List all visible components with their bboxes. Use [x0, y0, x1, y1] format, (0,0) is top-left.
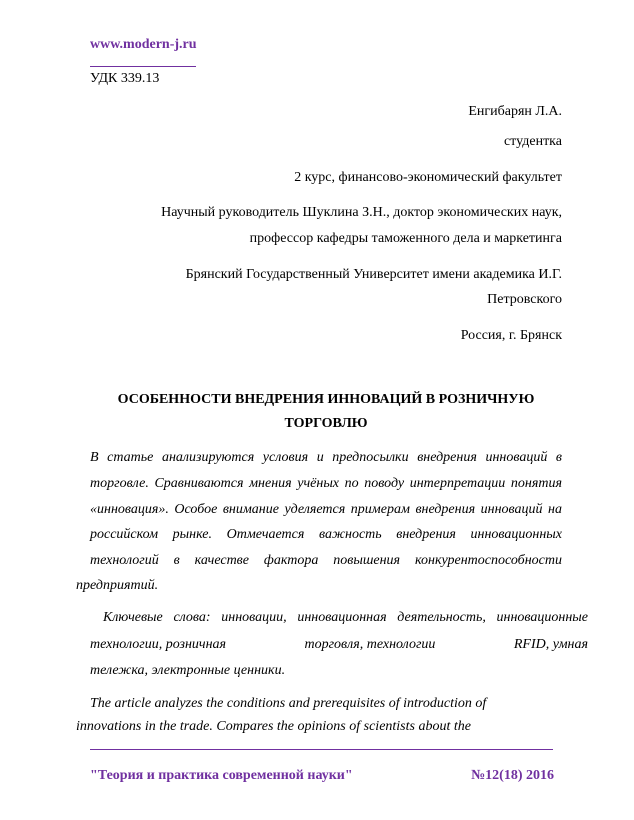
- article-title: [90, 388, 562, 436]
- supervisor-line-1: Научный руководитель Шуклина З.Н., доктор экономических наук,: [161, 205, 562, 220]
- udk-code: УДК 339.13: [90, 71, 160, 86]
- keywords-part: торговля, технологии: [304, 637, 436, 652]
- keywords-line-2: [90, 637, 588, 653]
- author-course: 2 курс, финансово-экономический факультет: [294, 170, 562, 185]
- author-name: Енгибарян Л.А.: [468, 104, 562, 119]
- journal-site-link[interactable]: www.modern-j.ru: [90, 37, 197, 52]
- supervisor-line-2: профессор кафедры таможенного дела и маркетинга: [249, 231, 562, 246]
- author-role: студентка: [503, 134, 562, 149]
- university-line-1: Брянский Государственный Университет имени академика И.Г.: [185, 267, 562, 282]
- title-line-1: ОСОБЕННОСТИ ВНЕДРЕНИЯ ИННОВАЦИЙ В РОЗНИЧНУЮ: [117, 392, 535, 407]
- abstract-en-line: The article analyzes the conditions and prerequisites of introduction of: [90, 696, 487, 711]
- abstract-ru-line: В статье анализируются условия и предпосылки внедрения инноваций в: [90, 450, 562, 465]
- keywords-line-3: тележка, электронные ценники.: [90, 663, 286, 678]
- abstract-ru-line: технологий в качестве фактора повышения конкурентоспособности: [90, 553, 562, 568]
- abstract-ru-line: «инновация». Особое внимание уделяется примерам внедрения инноваций на: [90, 502, 562, 517]
- abstract-ru-line: предприятий.: [76, 578, 159, 593]
- title-line-2: ТОРГОВЛЮ: [284, 416, 368, 431]
- abstract-ru-line: торговле. Сравниваются мнения учёных по поводу интерпретации понятия: [90, 476, 562, 491]
- keywords-part: RFID, умная: [513, 637, 588, 652]
- university-line-2: Петровского: [487, 292, 562, 307]
- author-location: Россия, г. Брянск: [460, 328, 562, 343]
- footer-issue: №12(18) 2016: [471, 768, 554, 783]
- keywords-line-1: Ключевые слова: инновации, инновационная деятельность, инновационные: [103, 610, 588, 625]
- footer-divider: [90, 749, 553, 750]
- abstract-ru-line: российском рынке. Отмечается важность внедрения инновационных: [90, 527, 562, 542]
- footer-journal-name: "Теория и практика современной науки": [90, 768, 353, 783]
- site-underline: [90, 66, 196, 67]
- keywords-part: технологии, розничная: [90, 637, 227, 652]
- abstract-en-line: innovations in the trade. Compares the opinions of scientists about the: [76, 719, 471, 734]
